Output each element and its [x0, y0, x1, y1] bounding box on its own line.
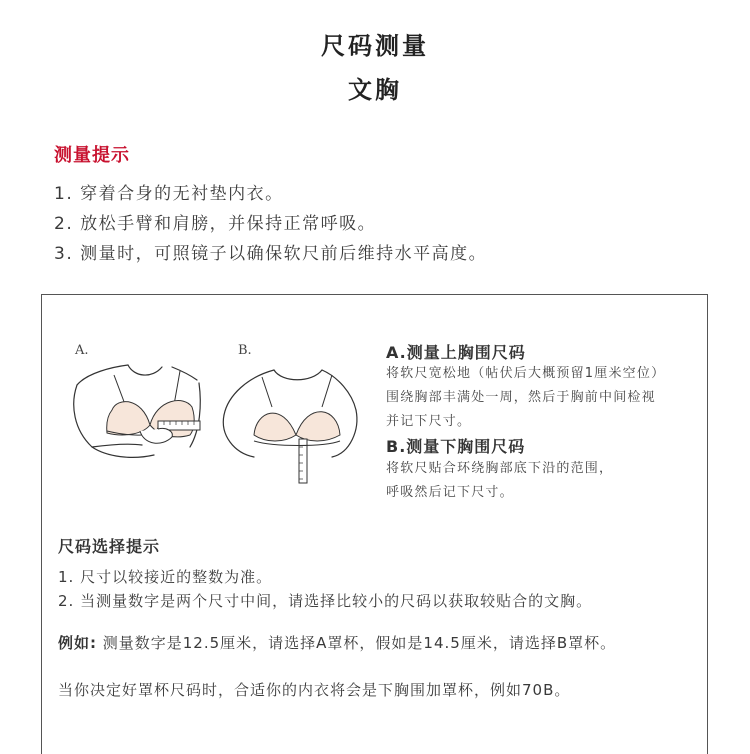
figure-a-upper-bust	[62, 335, 212, 495]
example-label: 例如:	[58, 634, 97, 652]
figure-a-label: A.	[75, 343, 89, 358]
measure-tips-heading: 测量提示	[54, 145, 130, 166]
tip-item: 1. 穿着合身的无衬垫内衣。	[54, 184, 284, 204]
page-title: 尺码测量	[321, 32, 429, 60]
under-bust-text: 呼吸然后记下尺寸。	[386, 485, 514, 500]
upper-bust-illustration-icon	[62, 335, 212, 495]
example-line	[58, 632, 616, 653]
under-bust-heading: B.测量下胸围尺码	[386, 437, 526, 456]
upper-bust-text: 并记下尺寸。	[386, 414, 472, 429]
under-bust-text: 将软尺贴合环绕胸部底下沿的范围，	[386, 461, 614, 476]
selection-item: 1. 尺寸以较接近的整数为准。	[58, 568, 273, 586]
upper-bust-text: 将软尺宽松地（帖伏后大概预留1厘米空位）	[386, 366, 666, 381]
upper-bust-text: 围绕胸部丰满处一周，然后于胸前中间检视	[386, 390, 656, 405]
example-text: 测量数字是12.5厘米，请选择A罩杯，假如是14.5厘米，请选择B罩杯。	[97, 634, 617, 652]
figure-b-under-bust	[214, 335, 364, 495]
tip-item: 2. 放松手臂和肩膀，并保持正常呼吸。	[54, 214, 377, 234]
final-note: 当你决定好罩杯尺码时，合适你的内衣将会是下胸围加罩杯，例如70B。	[58, 681, 571, 699]
selection-item: 2. 当测量数字是两个尺寸中间，请选择比较小的尺码以获取较贴合的文胸。	[58, 592, 593, 610]
upper-bust-heading: A.测量上胸围尺码	[386, 343, 526, 362]
page-subtitle: 文胸	[348, 76, 402, 104]
size-selection-heading: 尺码选择提示	[58, 537, 161, 556]
under-bust-illustration-icon	[214, 335, 364, 495]
tip-item: 3. 测量时，可照镜子以确保软尺前后维持水平高度。	[54, 244, 488, 264]
figure-b-label: B.	[238, 343, 252, 358]
